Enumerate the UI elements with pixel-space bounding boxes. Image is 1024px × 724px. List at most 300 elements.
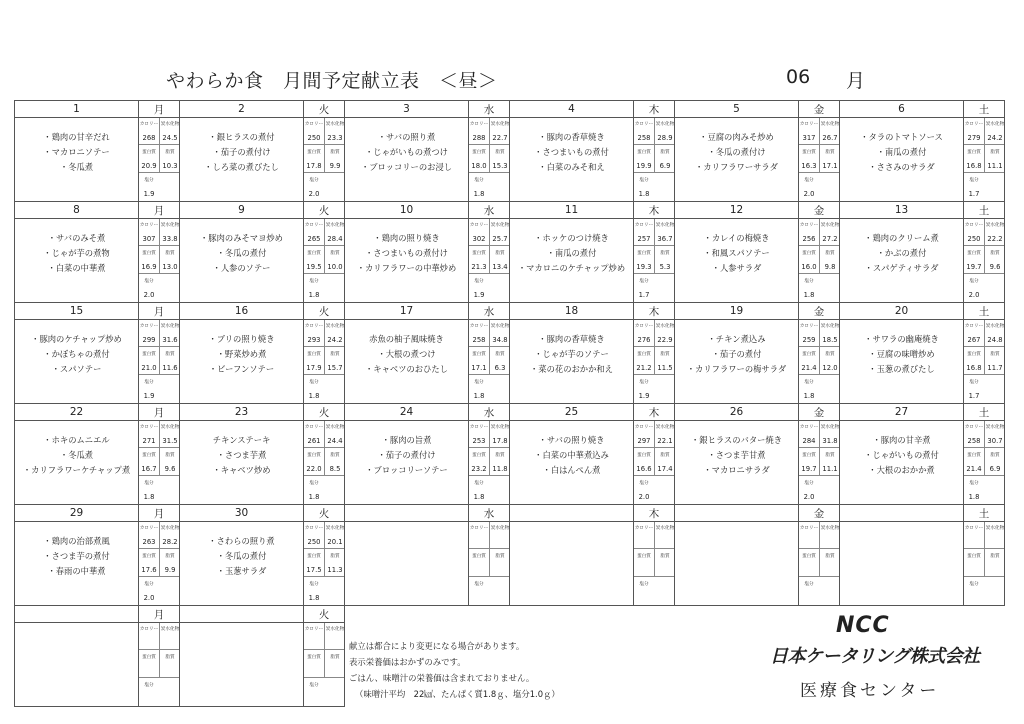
- nutrition-row: [469, 420, 510, 434]
- nutrition-table: [633, 420, 675, 505]
- nutrition-label: カロリー: [634, 122, 654, 127]
- nutrition-label: 塩分: [144, 178, 154, 183]
- nutrition-value: 297: [637, 437, 651, 445]
- menu-item: ・冬瓜の煮付け: [707, 147, 766, 157]
- nutrition-row: [139, 246, 180, 260]
- nutrition-row: [469, 246, 510, 260]
- nutrition-table: [138, 420, 180, 505]
- nutrition-row: [304, 535, 345, 549]
- nutrition-value: 11.3: [324, 563, 345, 577]
- menu-item: ・サバの照り焼き: [538, 435, 605, 445]
- menu-item: ・じゃが芋のソテー: [534, 349, 609, 359]
- nutrition-row: [634, 462, 675, 476]
- nutrition-row: [139, 636, 180, 650]
- nutrition-value: 9.8: [819, 260, 840, 274]
- nutrition-value: [984, 563, 1005, 577]
- nutrition-label: カロリー: [799, 324, 819, 329]
- menu-item: ・しろ菜の煮びたし: [204, 162, 279, 172]
- day-number: 29: [14, 504, 139, 522]
- menu-item: ・白菜の中華煮込み: [534, 450, 609, 460]
- nutrition-row: [964, 490, 1005, 504]
- menu-items: [179, 117, 304, 202]
- nutrition-label: カロリー: [964, 223, 984, 228]
- nutrition-value: 276: [637, 336, 651, 344]
- nutrition-value: 258: [637, 134, 651, 142]
- nutrition-row: [469, 591, 510, 605]
- nutrition-row: [799, 333, 840, 347]
- nutrition-label: 蛋白質: [802, 453, 816, 458]
- day-number: 30: [179, 504, 304, 522]
- nutrition-label: 塩分: [474, 178, 484, 183]
- nutrition-value: [159, 664, 180, 678]
- nutrition-value: 1.8: [308, 392, 320, 400]
- nutrition-row: [634, 246, 675, 260]
- nutrition-value: [139, 664, 159, 678]
- menu-item: ・豚肉の香草焼き: [538, 132, 605, 142]
- nutrition-value: [304, 692, 324, 706]
- nutrition-label: 脂質: [819, 549, 840, 563]
- nutrition-table: [633, 117, 675, 202]
- nutrition-value: 1.8: [803, 291, 815, 299]
- nutrition-label: カロリー: [304, 627, 324, 632]
- nutrition-value: 36.7: [654, 232, 675, 246]
- nutrition-label: 蛋白質: [307, 453, 321, 458]
- nutrition-row: [799, 319, 840, 333]
- menu-item: ・大根のおかか煮: [868, 465, 935, 475]
- day-number: 4: [509, 100, 634, 118]
- nutrition-table: [963, 117, 1005, 202]
- menu-item: ・ささみのサラダ: [868, 162, 935, 172]
- menu-items: [179, 218, 304, 303]
- nutrition-table: [303, 319, 345, 404]
- nutrition-value: [139, 692, 159, 706]
- menu-items: [344, 117, 469, 202]
- nutrition-row: [469, 577, 510, 591]
- menu-item: ・菜の花のおかか和え: [530, 364, 613, 374]
- day-number: 25: [509, 403, 634, 421]
- nutrition-table: [468, 319, 510, 404]
- menu-item: ・スパゲティサラダ: [864, 263, 939, 273]
- nutrition-label: カロリー: [469, 122, 489, 127]
- menu-item: ・春雨の中華煮: [47, 566, 106, 576]
- nutrition-label: 塩分: [969, 582, 979, 587]
- day-number: 9: [179, 201, 304, 219]
- nutrition-row: [964, 131, 1005, 145]
- nutrition-value: [654, 535, 675, 549]
- menu-item: ・鶏肉の甘辛だれ: [43, 132, 110, 142]
- nutrition-value: 27.2: [819, 232, 840, 246]
- nutrition-row: [139, 622, 180, 636]
- nutrition-row: [139, 333, 180, 347]
- nutrition-value: 19.3: [636, 263, 652, 271]
- menu-items: [509, 218, 634, 303]
- nutrition-row: [304, 260, 345, 274]
- menu-item: ・白菜のみそ和え: [538, 162, 605, 172]
- nutrition-value: 2.0: [638, 493, 650, 501]
- menu-items: [179, 622, 304, 707]
- nutrition-label: 塩分: [144, 481, 154, 486]
- nutrition-value: [964, 591, 984, 605]
- nutrition-row: [964, 577, 1005, 591]
- weekday-label: 木: [633, 403, 675, 421]
- nutrition-row: [304, 187, 345, 201]
- nutrition-value: [819, 535, 840, 549]
- nutrition-value: 11.1: [984, 159, 1005, 173]
- nutrition-value: 24.5: [159, 131, 180, 145]
- weekday-label: 金: [798, 302, 840, 320]
- nutrition-value: 17.6: [141, 566, 157, 574]
- weekday-label: 水: [468, 504, 510, 522]
- nutrition-label: 炭水化物: [159, 622, 180, 636]
- nutrition-table: [303, 420, 345, 505]
- nutrition-label: 脂質: [324, 246, 345, 260]
- nutrition-label: 脂質: [489, 246, 510, 260]
- nutrition-row: [799, 260, 840, 274]
- nutrition-label: 蛋白質: [307, 150, 321, 155]
- nutrition-row: [304, 549, 345, 563]
- nutrition-value: 259: [802, 336, 816, 344]
- nutrition-label: 塩分: [309, 380, 319, 385]
- nutrition-value: 288: [472, 134, 486, 142]
- note-line: 表示栄養価はおかずのみです。: [349, 657, 466, 667]
- nutrition-value: [489, 563, 510, 577]
- day-number: 26: [674, 403, 799, 421]
- nutrition-value: 19.7: [801, 465, 817, 473]
- nutrition-value: 21.2: [636, 364, 652, 372]
- day-number: 13: [839, 201, 964, 219]
- nutrition-value: 19.9: [636, 162, 652, 170]
- nutrition-label: カロリー: [634, 324, 654, 329]
- day-number: 8: [14, 201, 139, 219]
- nutrition-value: 16.6: [636, 465, 652, 473]
- nutrition-row: [634, 476, 675, 490]
- nutrition-table: [303, 622, 345, 707]
- nutrition-row: [139, 664, 180, 678]
- menu-items: [14, 218, 139, 303]
- nutrition-label: カロリー: [964, 526, 984, 531]
- nutrition-value: 6.3: [489, 361, 510, 375]
- nutrition-value: 28.4: [324, 232, 345, 246]
- nutrition-row: [139, 577, 180, 591]
- nutrition-row: [304, 692, 345, 706]
- nutrition-row: [799, 145, 840, 159]
- nutrition-label: カロリー: [304, 324, 324, 329]
- nutrition-label: 塩分: [804, 380, 814, 385]
- menu-item: ・カリフラワーケチャップ煮: [22, 465, 131, 475]
- menu-item: ・ホッケのつけ焼き: [534, 233, 609, 243]
- nutrition-row: [139, 260, 180, 274]
- nutrition-value: 6.9: [984, 462, 1005, 476]
- nutrition-label: 炭水化物: [654, 319, 675, 333]
- nutrition-value: 11.1: [819, 462, 840, 476]
- nutrition-value: 258: [967, 437, 981, 445]
- day-number: 24: [344, 403, 469, 421]
- nutrition-label: 炭水化物: [159, 521, 180, 535]
- nutrition-label: 蛋白質: [802, 554, 816, 559]
- nutrition-row: [799, 389, 840, 403]
- menu-item: ・カリフラワーの中華炒め: [356, 263, 457, 273]
- nutrition-label: 蛋白質: [967, 554, 981, 559]
- nutrition-label: 脂質: [489, 549, 510, 563]
- nutrition-row: [469, 319, 510, 333]
- weekday-label: 月: [138, 201, 180, 219]
- menu-items: [179, 420, 304, 505]
- day-number: [509, 504, 634, 522]
- nutrition-value: 2.0: [968, 291, 980, 299]
- nutrition-row: [304, 636, 345, 650]
- nutrition-row: [139, 476, 180, 490]
- menu-items: [839, 420, 964, 505]
- nutrition-value: 22.7: [489, 131, 510, 145]
- nutrition-table: [138, 117, 180, 202]
- nutrition-label: カロリー: [799, 526, 819, 531]
- month-label: 月: [846, 70, 866, 92]
- nutrition-value: [964, 535, 984, 549]
- nutrition-label: 炭水化物: [324, 622, 345, 636]
- nutrition-label: 蛋白質: [637, 251, 651, 256]
- nutrition-row: [469, 260, 510, 274]
- nutrition-label: 塩分: [639, 481, 649, 486]
- nutrition-value: [304, 636, 324, 650]
- company-name: 日本ケータリング株式会社: [770, 646, 980, 667]
- nutrition-row: [139, 173, 180, 187]
- nutrition-label: 脂質: [984, 448, 1005, 462]
- nutrition-value: 307: [142, 235, 156, 243]
- nutrition-value: 271: [142, 437, 156, 445]
- nutrition-value: 22.0: [306, 465, 322, 473]
- nutrition-row: [634, 274, 675, 288]
- nutrition-row: [139, 563, 180, 577]
- nutrition-row: [304, 577, 345, 591]
- nutrition-row: [964, 563, 1005, 577]
- nutrition-label: 塩分: [639, 582, 649, 587]
- menu-item: ・人参サラダ: [711, 263, 762, 273]
- menu-item: ・ビーフンソテー: [208, 364, 275, 374]
- menu-item: ・スパソテー: [51, 364, 102, 374]
- nutrition-label: 蛋白質: [472, 453, 486, 458]
- nutrition-label: 炭水化物: [159, 420, 180, 434]
- nutrition-label: 炭水化物: [819, 319, 840, 333]
- menu-item: ・キャベツのおひたし: [365, 364, 448, 374]
- nutrition-row: [139, 591, 180, 605]
- nutrition-label: カロリー: [799, 122, 819, 127]
- menu-item: ・さつまいもの煮付け: [365, 248, 448, 258]
- nutrition-label: 蛋白質: [472, 251, 486, 256]
- nutrition-value: 34.8: [489, 333, 510, 347]
- nutrition-row: [469, 375, 510, 389]
- weekday-label: 金: [798, 100, 840, 118]
- menu-item: ・銀ヒラスのバター焼き: [690, 435, 783, 445]
- nutrition-label: 蛋白質: [802, 150, 816, 155]
- nutrition-row: [139, 117, 180, 131]
- nutrition-row: [799, 535, 840, 549]
- menu-items: [674, 117, 799, 202]
- nutrition-label: 蛋白質: [637, 554, 651, 559]
- menu-item: ・キャベツ炒め: [212, 465, 271, 475]
- nutrition-label: カロリー: [304, 526, 324, 531]
- nutrition-value: 293: [307, 336, 321, 344]
- nutrition-row: [964, 549, 1005, 563]
- nutrition-table: [468, 218, 510, 303]
- nutrition-value: 15.7: [324, 361, 345, 375]
- nutrition-label: カロリー: [469, 223, 489, 228]
- nutrition-label: 塩分: [969, 481, 979, 486]
- nutrition-row: [304, 434, 345, 448]
- menu-item: ・じゃが芋の煮物: [43, 248, 110, 258]
- weekday-label: 火: [303, 504, 345, 522]
- nutrition-table: [303, 218, 345, 303]
- nutrition-value: 11.5: [654, 361, 675, 375]
- nutrition-table: [798, 319, 840, 404]
- nutrition-value: 15.3: [489, 159, 510, 173]
- nutrition-label: カロリー: [469, 526, 489, 531]
- nutrition-row: [799, 246, 840, 260]
- nutrition-row: [634, 448, 675, 462]
- nutrition-value: 1.8: [308, 493, 320, 501]
- nutrition-table: [963, 218, 1005, 303]
- nutrition-label: 蛋白質: [307, 251, 321, 256]
- nutrition-row: [799, 131, 840, 145]
- nutrition-row: [799, 549, 840, 563]
- nutrition-value: [469, 535, 489, 549]
- nutrition-label: 脂質: [984, 549, 1005, 563]
- nutrition-row: [799, 521, 840, 535]
- nutrition-row: [139, 288, 180, 302]
- weekday-label: 土: [963, 302, 1005, 320]
- nutrition-label: 炭水化物: [489, 521, 510, 535]
- nutrition-label: 脂質: [159, 347, 180, 361]
- nutrition-value: 2.0: [143, 594, 155, 602]
- nutrition-value: 1.8: [473, 190, 485, 198]
- nutrition-label: 蛋白質: [142, 150, 156, 155]
- nutrition-value: 253: [472, 437, 486, 445]
- nutrition-value: 1.8: [638, 190, 650, 198]
- nutrition-label: 炭水化物: [819, 521, 840, 535]
- nutrition-row: [139, 678, 180, 692]
- nutrition-row: [304, 389, 345, 403]
- menu-items: [344, 218, 469, 303]
- menu-items: [179, 319, 304, 404]
- nutrition-label: 炭水化物: [654, 218, 675, 232]
- nutrition-label: 炭水化物: [489, 117, 510, 131]
- nutrition-label: カロリー: [799, 425, 819, 430]
- nutrition-table: [138, 521, 180, 606]
- day-number: 18: [509, 302, 634, 320]
- nutrition-row: [964, 521, 1005, 535]
- nutrition-row: [304, 420, 345, 434]
- nutrition-value: [799, 563, 819, 577]
- nutrition-row: [469, 347, 510, 361]
- weekday-label: 月: [138, 100, 180, 118]
- menu-item: ・茄子の煮付: [711, 349, 762, 359]
- weekday-label: 木: [633, 302, 675, 320]
- nutrition-label: カロリー: [469, 425, 489, 430]
- nutrition-value: 22.2: [984, 232, 1005, 246]
- menu-items: [674, 218, 799, 303]
- nutrition-row: [304, 622, 345, 636]
- nutrition-row: [799, 159, 840, 173]
- nutrition-value: [634, 591, 654, 605]
- menu-item: ・ブリの照り焼き: [208, 334, 275, 344]
- nutrition-row: [799, 462, 840, 476]
- nutrition-value: 24.8: [984, 333, 1005, 347]
- menu-item: ・サバの照り煮: [377, 132, 436, 142]
- nutrition-table: [798, 420, 840, 505]
- nutrition-value: 256: [802, 235, 816, 243]
- nutrition-row: [304, 476, 345, 490]
- nutrition-label: 脂質: [819, 347, 840, 361]
- nutrition-value: 2.0: [143, 291, 155, 299]
- nutrition-row: [304, 448, 345, 462]
- nutrition-row: [799, 117, 840, 131]
- nutrition-value: 13.4: [489, 260, 510, 274]
- nutrition-table: [633, 521, 675, 606]
- menu-item: ・冬瓜煮: [59, 162, 94, 172]
- nutrition-value: 1.8: [473, 493, 485, 501]
- nutrition-label: 塩分: [144, 582, 154, 587]
- nutrition-label: 塩分: [144, 279, 154, 284]
- weekday-label: 土: [963, 504, 1005, 522]
- nutrition-label: 蛋白質: [307, 554, 321, 559]
- nutrition-label: カロリー: [964, 122, 984, 127]
- nutrition-label: カロリー: [634, 425, 654, 430]
- nutrition-label: 炭水化物: [819, 117, 840, 131]
- nutrition-value: 17.9: [306, 364, 322, 372]
- weekday-label: 火: [303, 201, 345, 219]
- menu-item: ・カレイの梅焼き: [703, 233, 770, 243]
- nutrition-row: [634, 361, 675, 375]
- day-number: 16: [179, 302, 304, 320]
- nutrition-label: 炭水化物: [324, 319, 345, 333]
- menu-item: ・じゃがいもの煮つけ: [365, 147, 448, 157]
- nutrition-label: 炭水化物: [489, 218, 510, 232]
- menu-item: ・和風スパソテー: [703, 248, 770, 258]
- day-number: 10: [344, 201, 469, 219]
- nutrition-value: 1.9: [143, 190, 155, 198]
- nutrition-row: [139, 159, 180, 173]
- menu-item: ・ブロッコリーのお浸し: [360, 162, 453, 172]
- nutrition-value: 261: [307, 437, 321, 445]
- menu-item: ・カリフラワーサラダ: [695, 162, 778, 172]
- nutrition-label: 蛋白質: [637, 453, 651, 458]
- nutrition-value: 317: [802, 134, 816, 142]
- nutrition-value: 24.4: [324, 434, 345, 448]
- nutrition-row: [634, 389, 675, 403]
- menu-items: [839, 521, 964, 606]
- nutrition-row: [964, 420, 1005, 434]
- nutrition-row: [304, 347, 345, 361]
- nutrition-value: 23.3: [324, 131, 345, 145]
- nutrition-value: [139, 636, 159, 650]
- menu-item: ・茄子の煮付け: [377, 450, 436, 460]
- nutrition-value: 16.8: [966, 162, 982, 170]
- nutrition-label: 脂質: [984, 347, 1005, 361]
- nutrition-label: カロリー: [634, 223, 654, 228]
- nutrition-label: 塩分: [309, 279, 319, 284]
- nutrition-value: 265: [307, 235, 321, 243]
- nutrition-row: [304, 490, 345, 504]
- nutrition-value: 9.9: [159, 563, 180, 577]
- nutrition-label: 蛋白質: [472, 352, 486, 357]
- nutrition-value: 23.2: [471, 465, 487, 473]
- page-title: やわらか食 月間予定献立表 ＜昼＞: [166, 70, 498, 92]
- nutrition-label: カロリー: [634, 526, 654, 531]
- menu-item: ・豚肉の香草焼き: [538, 334, 605, 344]
- nutrition-label: 炭水化物: [324, 521, 345, 535]
- nutrition-label: 脂質: [159, 448, 180, 462]
- nutrition-row: [304, 274, 345, 288]
- nutrition-row: [964, 246, 1005, 260]
